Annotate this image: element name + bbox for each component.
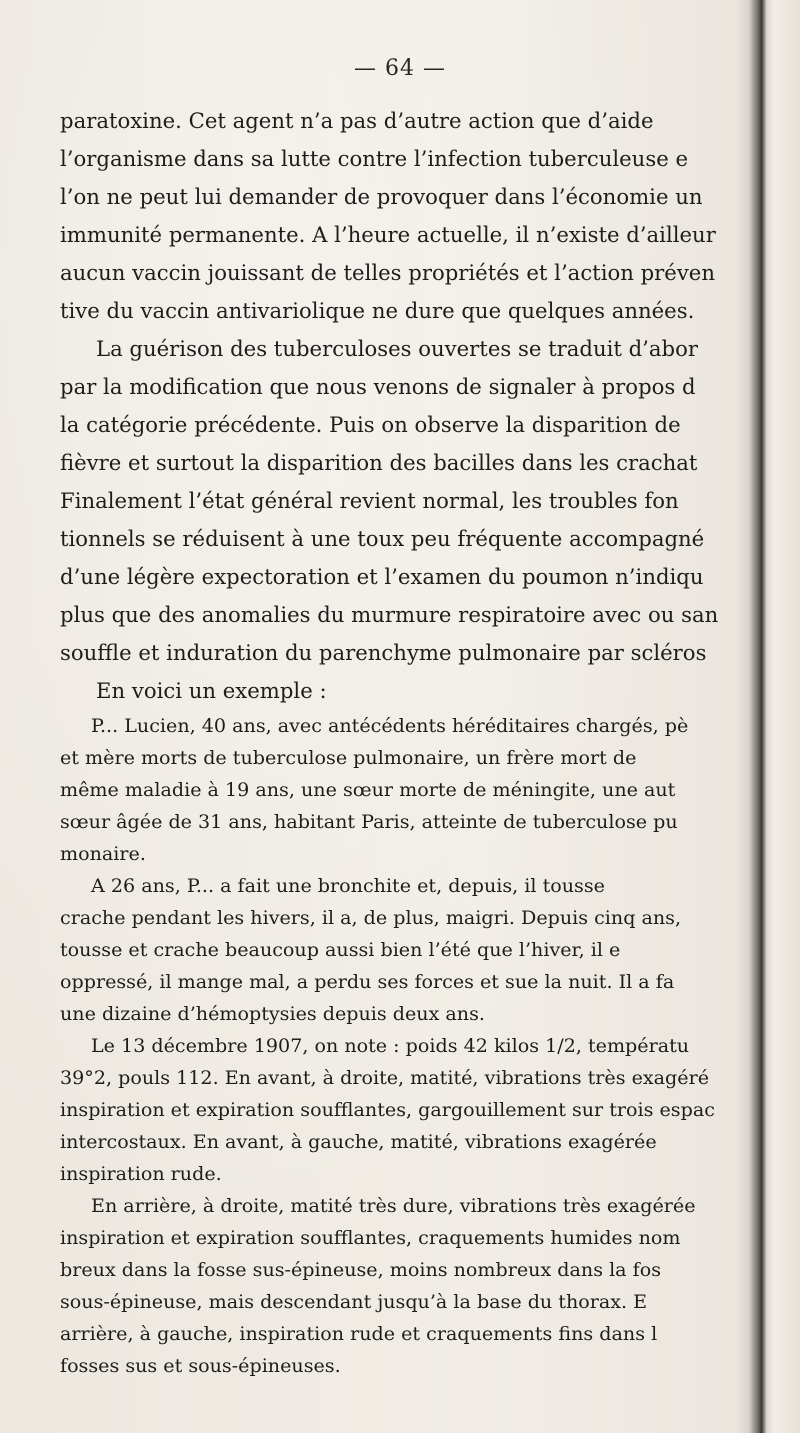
text-line: 39°2, pouls 112. En avant, à droite, matité, vibrations très exagéré [60,1066,710,1089]
paragraph-healing [60,330,754,672]
text-line: sœur âgée de 31 ans, habitant Paris, atteinte de tuberculose pu [60,810,678,833]
case-history [60,710,754,1382]
text-line: l’organisme dans sa lutte contre l’infection tuberculeuse e [60,146,689,171]
text-line: La guérison des tuberculoses ouvertes se traduit d’abor [96,336,698,361]
body-text [60,102,754,1382]
text-line: breux dans la fosse sus-épineuse, moins nombreux dans la fos [60,1258,661,1281]
text-line: paratoxine. Cet agent n’a pas d’autre action que d’aide [60,108,654,133]
text-line: sous-épineuse, mais descendant jusqu’à la base du thorax. E [60,1290,648,1313]
text-line: crache pendant les hivers, il a, de plus, maigri. Depuis cinq ans, [60,906,682,929]
text-line: fosses sus et sous-épineuses. [60,1354,341,1377]
paragraph-example-intro [60,672,754,710]
text-line: par la modification que nous venons de signaler à propos d [60,374,696,399]
text-line: aucun vaccin jouissant de telles propriétés et l’action préven [60,260,715,285]
text-line: inspiration et expiration soufflantes, gargouillement sur trois espac [60,1098,715,1121]
text-line: A 26 ans, P... a fait une bronchite et, depuis, il tousse [91,874,605,897]
paragraph-vaccine [60,102,754,330]
text-line: tionnels se réduisent à une toux peu fréquente accompagné [60,526,705,551]
text-line: En voici un exemple : [96,678,327,703]
text-line: intercostaux. En avant, à gauche, matité, vibrations exagérée [60,1130,657,1153]
text-line: monaire. [60,842,146,865]
text-line: et mère morts de tuberculose pulmonaire, un frère mort de [60,746,637,769]
text-line: la catégorie précédente. Puis on observe la disparition de [60,412,681,437]
text-line: inspiration et expiration soufflantes, craquements humides nom [60,1226,681,1249]
text-line: arrière, à gauche, inspiration rude et craquements fins dans l [60,1322,658,1345]
text-line: Le 13 décembre 1907, on note : poids 42 kilos 1/2, températu [91,1034,690,1057]
text-line: P... Lucien, 40 ans, avec antécédents héréditaires chargés, pè [91,714,689,737]
text-line: une dizaine d’hémoptysies depuis deux ans. [60,1002,485,1025]
text-line: En arrière, à droite, matité très dure, vibrations très exagérée [91,1194,696,1217]
text-line: inspiration rude. [60,1162,222,1185]
text-line: même maladie à 19 ans, une sœur morte de méningite, une aut [60,778,676,801]
text-line: tive du vaccin antivariolique ne dure que quelques années. [60,298,695,323]
text-line: l’on ne peut lui demander de provoquer dans l’économie un [60,184,703,209]
text-line: fièvre et surtout la disparition des bacilles dans les crachat [60,450,698,475]
text-line: tousse et crache beaucoup aussi bien l’été que l’hiver, il e [60,938,621,961]
page-number: — 64 — [354,56,446,81]
text-line: souffle et induration du parenchyme pulmonaire par scléros [60,640,707,665]
text-line: plus que des anomalies du murmure respiratoire avec ou san [60,602,719,627]
text-line: d’une légère expectoration et l’examen du poumon n’indiqu [60,564,704,589]
text-line: immunité permanente. A l’heure actuelle, il n’existe d’ailleur [60,222,716,247]
text-line: Finalement l’état général revient normal, les troubles fon [60,488,679,513]
text-line: oppressé, il mange mal, a perdu ses forces et sue la nuit. Il a fa [60,970,675,993]
